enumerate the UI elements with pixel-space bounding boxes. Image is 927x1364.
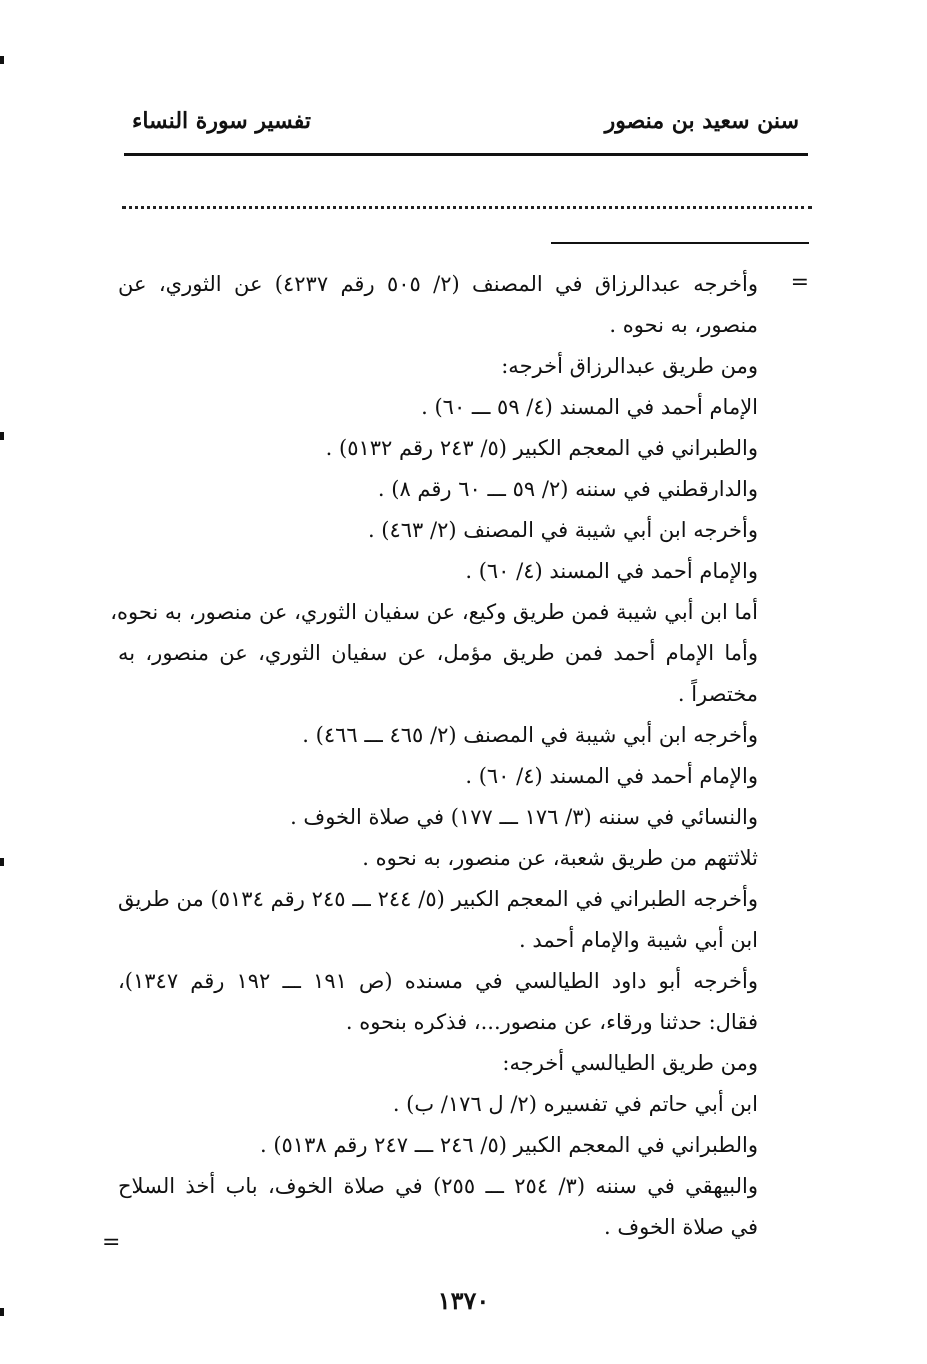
footnote-line: والطبراني في المعجم الكبير (٥/ ٢٤٣ رقم ٥١٣٢) . bbox=[325, 436, 758, 460]
scan-artifact-dot bbox=[0, 1308, 4, 1316]
scan-artifact-dot bbox=[0, 432, 4, 440]
footnote-line: والنسائي في سننه (٣/ ١٧٦ ـــ ١٧٧) في صلاة الخوف . bbox=[290, 805, 758, 829]
footnote-line: في صلاة الخوف . bbox=[603, 1215, 758, 1239]
footnote-line: وأخرجه ابن أبي شيبة في المصنف (٢/ ٤٦٣) . bbox=[367, 518, 758, 542]
footnote-line: ومن طريق عبدالرزاق أخرجه: bbox=[501, 354, 758, 378]
footnote-separator-rule bbox=[551, 242, 809, 244]
footnote-line: الإمام أحمد في المسند (٤/ ٥٩ ـــ ٦٠) . bbox=[421, 395, 758, 419]
footnote-line: وأخرجه أبو داود الطيالسي في مسنده (ص ١٩١ ـــ ١٩٢ رقم ١٣٤٧)، bbox=[118, 969, 758, 993]
scan-artifact-dot bbox=[0, 56, 4, 64]
footnote-text bbox=[110, 264, 758, 1248]
page-number: ١٣٧٠ bbox=[437, 1286, 490, 1315]
footnote-line: وأخرجه عبدالرزاق في المصنف (٢/ ٥٠٥ رقم ٤٢٣٧) عن الثوري، عن bbox=[118, 272, 758, 296]
footnote-line: وأخرجه ابن أبي شيبة في المصنف (٢/ ٤٦٥ ـــ ٤٦٦) . bbox=[302, 723, 758, 747]
continuation-mark-bottom: = bbox=[102, 1230, 121, 1255]
header-rule bbox=[124, 153, 808, 156]
footnote-line: أما ابن أبي شيبة فمن طريق وكيع، عن سفيان الثوري، عن منصور، به نحوه، bbox=[110, 600, 758, 624]
footnote-line: منصور، به نحوه . bbox=[609, 313, 758, 337]
continuation-mark-top: = bbox=[790, 270, 809, 295]
footnote-line: ابن أبي شيبة والإمام أحمد . bbox=[518, 928, 758, 952]
footnote-line: والبيهقي في سننه (٣/ ٢٥٤ ـــ ٢٥٥) في صلاة الخوف، باب أخذ السلاح bbox=[118, 1174, 758, 1198]
footnote-line: وأما الإمام أحمد فمن طريق مؤمل، عن سفيان الثوري، عن منصور، به bbox=[118, 641, 758, 665]
footnote-line: والدارقطني في سننه (٢/ ٥٩ ـــ ٦٠ رقم ٨) . bbox=[377, 477, 758, 501]
footnote-line: والإمام أحمد في المسند (٤/ ٦٠) . bbox=[465, 764, 758, 788]
book-title: سنن سعيد بن منصور bbox=[604, 108, 799, 134]
scan-artifact-dot bbox=[0, 858, 4, 866]
footnote-line: ابن أبي حاتم في تفسيره (٢/ ل ١٧٦/ ب) . bbox=[392, 1092, 758, 1116]
footnote-line: وأخرجه الطبراني في المعجم الكبير (٥/ ٢٤٤ ـــ ٢٤٥ رقم ٥١٣٤) من طريق bbox=[118, 887, 758, 911]
footnote-line: والطبراني في المعجم الكبير (٥/ ٢٤٦ ـــ ٢٤٧ رقم ٥١٣٨) . bbox=[259, 1133, 758, 1157]
footnote-line: فقال: حدثنا ورقاء، عن منصور...، فذكره بنحوه . bbox=[345, 1010, 758, 1034]
footnote-line: مختصراً . bbox=[677, 682, 758, 706]
footnote-line: ثلاثتهم من طريق شعبة، عن منصور، به نحوه . bbox=[362, 846, 758, 870]
footnote-line: ومن طريق الطيالسي أخرجه: bbox=[502, 1051, 758, 1075]
ellipsis-dotted-line bbox=[122, 206, 812, 209]
footnote-line: والإمام أحمد في المسند (٤/ ٦٠) . bbox=[465, 559, 758, 583]
section-title: تفسير سورة النساء bbox=[132, 108, 312, 134]
